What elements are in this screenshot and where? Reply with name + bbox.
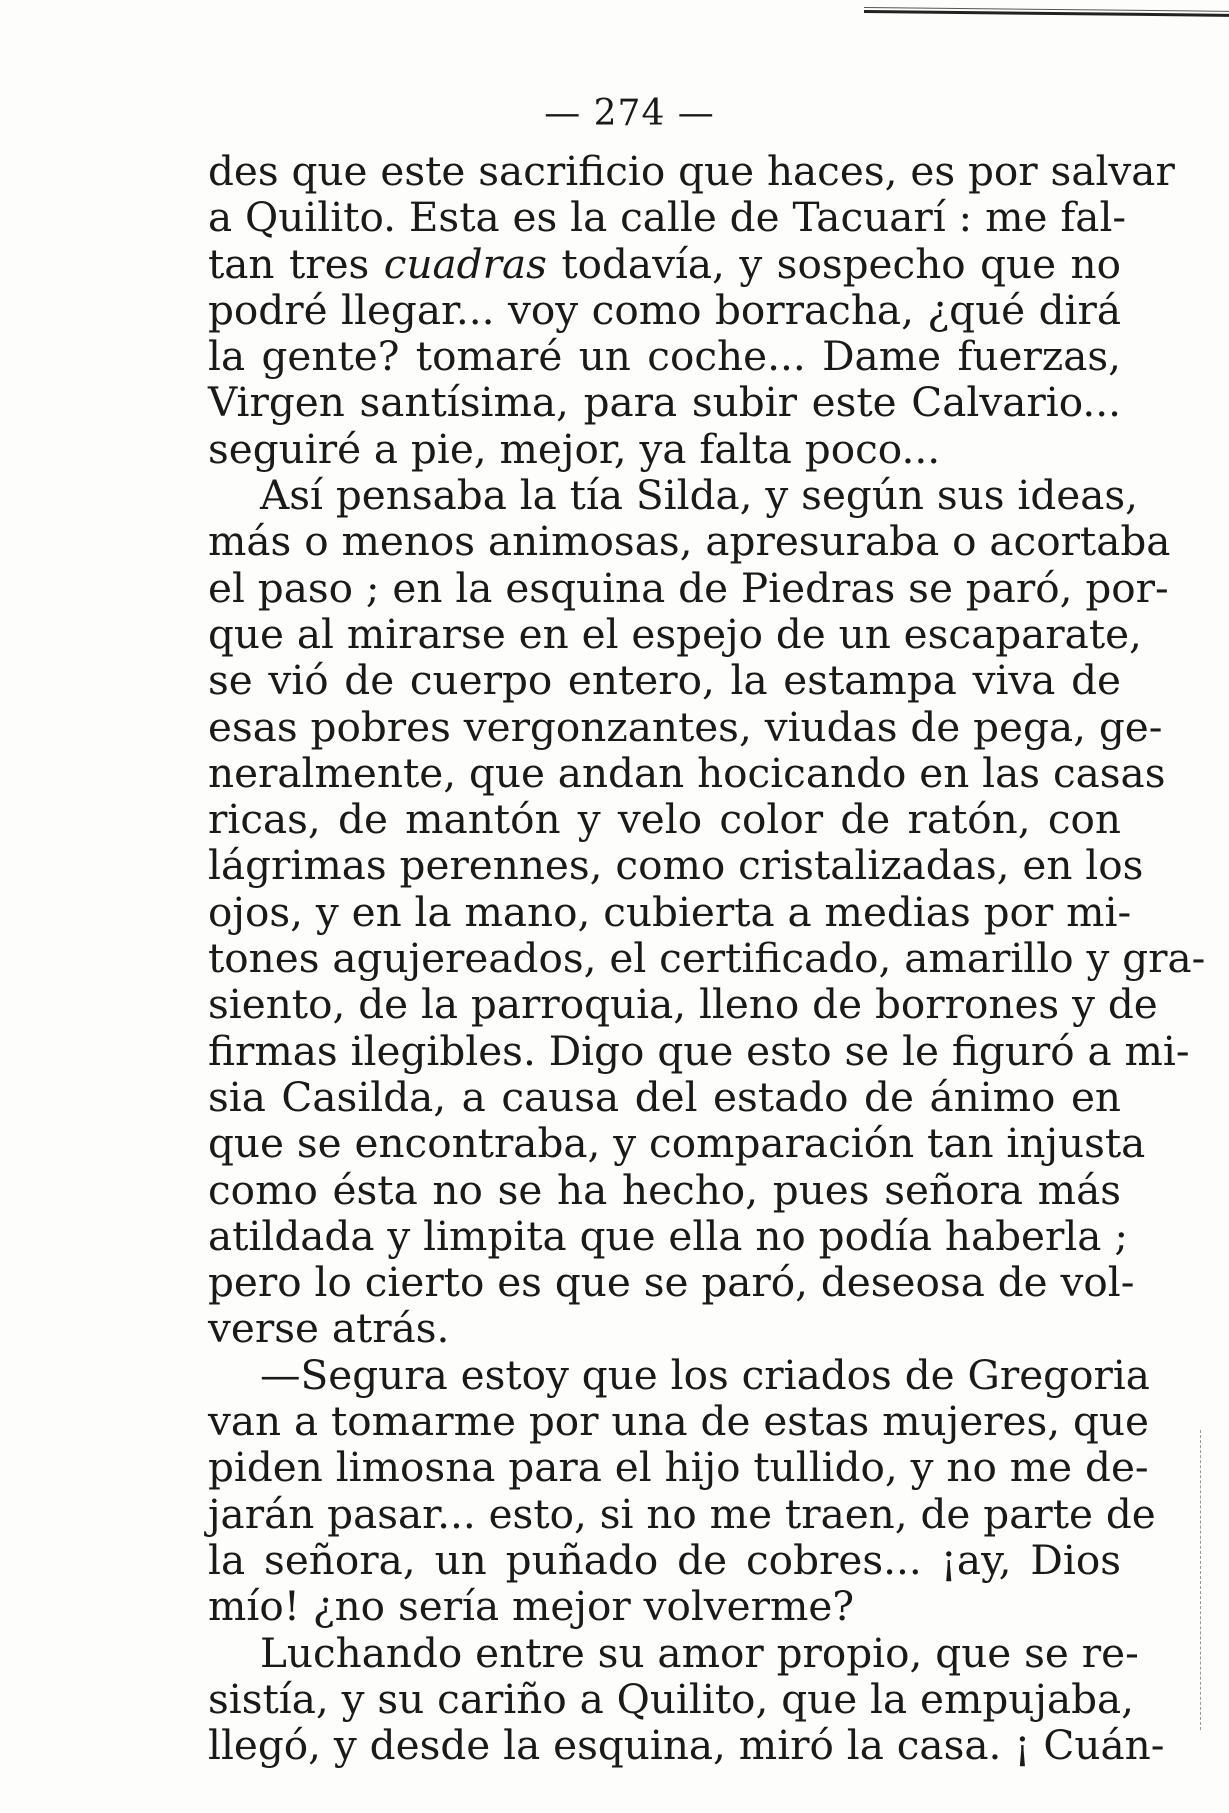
text-line: sistía, y su cariño a Quilito, que la empujaba, <box>208 1674 1135 1723</box>
page-number: — 274 — <box>544 93 715 134</box>
text-line: sia Casilda, a causa del estado de ánimo en <box>208 1072 1121 1121</box>
text-line: ricas, de mantón y velo color de ratón, con <box>208 795 1121 844</box>
text-line: atildada y limpita que ella no podía haberla ; <box>208 1211 1128 1260</box>
text-line: ojos, y en la mano, cubierta a medias por mi- <box>208 887 1132 936</box>
text-line: mío! ¿no sería mejor volverme? <box>208 1582 855 1631</box>
text-line: el paso ; en la esquina de Piedras se paró, por- <box>208 563 1169 612</box>
text-line: firmas ilegibles. Digo que esto se le figuró a mi- <box>208 1026 1190 1075</box>
paragraph <box>208 1628 1165 1770</box>
paragraph <box>208 471 1206 1353</box>
text-line: se vió de cuerpo entero, la estampa viva de <box>208 656 1121 705</box>
text-line: tan tres cuadras todavía, y sospecho que no <box>208 239 1121 288</box>
text-line: neralmente, que andan hocicando en las casas <box>208 748 1166 797</box>
text-line: tones agujereados, el certificado, amarillo y gra- <box>208 934 1206 983</box>
text-line: jarán pasar... esto, si no me traen, de parte de <box>208 1489 1156 1538</box>
text-line: más o menos animosas, apresuraba o acortaba <box>208 517 1171 566</box>
text-line: verse atrás. <box>208 1304 450 1353</box>
text-line: lágrimas perennes, como cristalizadas, en los <box>208 841 1144 890</box>
page-edge-mark <box>1199 1430 1201 1730</box>
text-line: van a tomarme por una de estas mujeres, que <box>208 1397 1149 1446</box>
paragraph <box>208 147 1175 473</box>
text-line: Luchando entre su amor propio, que se re- <box>260 1628 1139 1677</box>
text-line: —Segura estoy que los criados de Gregoria <box>260 1350 1150 1399</box>
text-line: Virgen santísima, para subir este Calvario... <box>208 378 1121 427</box>
text-line: a Quilito. Esta es la calle de Tacuarí : me fal- <box>208 193 1127 242</box>
text-line: la gente? tomaré un coche... Dame fuerzas, <box>208 332 1121 381</box>
text-line: podré llegar... voy como borracha, ¿qué dirá <box>208 285 1121 334</box>
text-line: siento, de la parroquia, lleno de borrones y de <box>208 980 1158 1029</box>
text-line: esas pobres vergonzantes, viudas de pega, ge- <box>208 702 1163 751</box>
text-line: pero lo cierto es que se paró, deseosa de vol- <box>208 1258 1135 1307</box>
text-line: que al mirarse en el espejo de un escaparate, <box>208 609 1142 658</box>
text-line: la señora, un puñado de cobres... ¡ay, Dios <box>208 1535 1121 1584</box>
paragraph <box>208 1350 1156 1631</box>
body-text <box>208 147 1206 1770</box>
text-line: como ésta no se ha hecho, pues señora más <box>208 1165 1121 1214</box>
text-line: Así pensaba la tía Silda, y según sus ideas, <box>260 471 1139 520</box>
text-line: des que este sacrificio que haces, es por salvar <box>208 147 1175 195</box>
text-line: que se encontraba, y comparación tan injusta <box>208 1119 1146 1168</box>
text-line: llegó, y desde la esquina, miró la casa. ¡ Cuán- <box>208 1721 1165 1770</box>
text-line: seguiré a pie, mejor, ya falta poco... <box>208 424 941 473</box>
text-line: piden limosna para el hijo tullido, y no me de- <box>208 1443 1149 1492</box>
